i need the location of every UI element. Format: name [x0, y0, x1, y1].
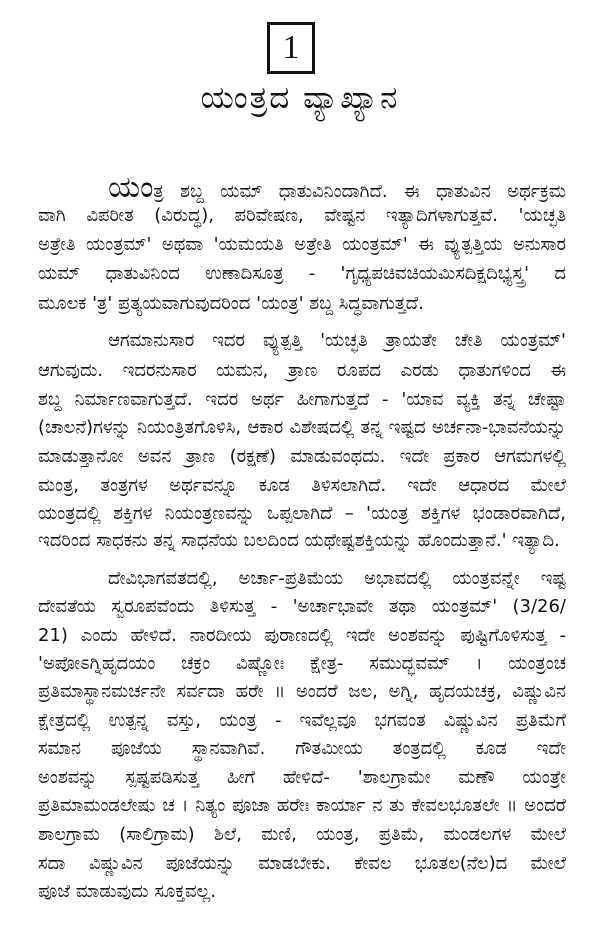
text-line: ಇದರಿಂದ ಸಾಧಕನು ತನ್ನ ಸಾಧನೆಯ ಬಲದಿಂದ ಯಥೇಷ್ಟಶಕ್ತಿಯನ್ನು ಹೊಂದುತ್ತಾನೆ.' ಇತ್ಯಾದಿ.: [38, 530, 560, 551]
text-line: ಸದಾ ವಿಷ್ಣುವಿನ ಪೂಜೆಯನ್ನು ಮಾಡಬೇಕು. ಕೇವಲ ಭೂತಲ(ನೆಲ)ದ ಮೇಲೆ: [38, 853, 566, 874]
text-line: ವಾಗಿ ವಿಪರೀತ (ವಿರುದ್ಧ), ಪರಿವೇಷಣ, ವೇಷ್ಟನ ಇತ್ಯಾದಿಗಳಾಗುತ್ತವೆ. 'ಯಚ್ಛತಿ: [38, 205, 566, 226]
text-line: ಮಂತ್ರ, ತಂತ್ರಗಳ ಅರ್ಥವನ್ನೂ ಕೂಡ ತಿಳಿಸಲಾಗಿದೆ. ಇದೇ ಆಧಾರದ ಮೇಲೆ: [38, 475, 566, 496]
text-line: ಶಬ್ದ ನಿರ್ಮಾಣವಾಗುತ್ತದೆ. ಇದರ ಅರ್ಥ ಹೀಗಾಗುತ್ತದೆ - 'ಯಾವ ವ್ಯಕ್ತಿ ತನ್ನ ಚೇಷ್ಟಾ: [38, 389, 566, 410]
text-line: ಪೂಜೆ ಮಾಡುವುದು ಸೂಕ್ತವಲ್ಲ.: [38, 881, 217, 902]
chapter-title: ಯಂತ್ರದ ವ್ಯಾಖ್ಯಾನ: [200, 80, 400, 116]
text-line: ಮೂಲಕ 'ತ್ರ' ಪ್ರತ್ಯಯವಾಗುವುದರಿಂದ 'ಯಂತ್ರ' ಶಬ್ದ ಸಿದ್ಧವಾಗುತ್ತದೆ.: [38, 293, 424, 314]
text-line: ಆಗುವುದು. ಇದರನುಸಾರ ಯಮನ, ತ್ರಾಣ ರೂಪದ ಎರಡು ಧಾತುಗಳಿಂದ ಈ: [38, 360, 566, 381]
text-line: ಅಂಶವನ್ನು ಸ್ಪಷ್ಟಪಡಿಸುತ್ತ ಹೀಗೆ ಹೇಳಿದೆ- 'ಶಾಲಗ್ರಾಮೇ ಮಣೌ ಯಂತ್ರೇ: [38, 767, 566, 788]
text-line: ಪ್ರತಿಮಾಸ್ಥಾನಮರ್ಚನೇ ಸರ್ವದಾ ಹರೇ ॥ ಅಂದರೆ ಜಲ, ಅಗ್ನಿ, ಹೃದಯಚಕ್ರ, ವಿಷ್ಣುವಿನ: [38, 681, 566, 702]
text-line: ದೇವತೆಯ ಸ್ವರೂಪವೆಂದು ತಿಳಿಸುತ್ತ - 'ಅರ್ಚಾಭಾವೇ ತಥಾ ಯಂತ್ರಮ್' (3/26/: [38, 596, 566, 617]
chapter-number: 1: [282, 29, 300, 66]
text-line: ಸಮಾನ ಪೂಜೆಯ ಸ್ಥಾನವಾಗಿವೆ. ಗೌತಮೀಯ ತಂತ್ರದಲ್ಲಿ ಕೂಡ ಇದೇ: [38, 738, 566, 759]
text-line: 21) ಎಂದು ಹೇಳಿದೆ. ನಾರದೀಯ ಪುರಾಣದಲ್ಲಿ ಇದೇ ಅಂಶವನ್ನು ಪುಷ್ಟಿಗೊಳಿಸುತ್ತ -: [38, 625, 566, 646]
text-line: ಅತ್ರೇತಿ ಯಂತ್ರಮ್' ಅಥವಾ 'ಯಮಯತಿ ಅತ್ರೇತಿ ಯಂತ್ರಮ್' ಈ ವ್ಯುತ್ಪತ್ತಿಯ ಅನುಸಾರ: [38, 234, 566, 255]
chapter-number-box: [267, 22, 315, 74]
text-line: ಯಮ್ ಧಾತುವಿನಿಂದ ಉಣಾದಿಸೂತ್ರ - 'ಗೃಧ್ಯಪಚಿವಚಿಯಮಿಸದಿಕ್ಷದಿಭ್ಯಸ್ತ್ರ' ದ: [38, 263, 566, 284]
text-line: ಪ್ರತಿಮಾಮಂಡಲೇಷು ಚ । ನಿತ್ಯಂ ಪೂಜಾ ಹರೇಃ ಕಾರ್ಯಾ ನ ತು ಕೇವಲಭೂತಲೇ ॥ ಅಂದರೆ: [38, 795, 566, 816]
text-line: 'ಅಪೋಽಗ್ನಿಹೃದಯಂ ಚಕ್ರಂ ವಿಷ್ಣೋಃ ಕ್ಷೇತ್ರ- ಸಮುದ್ಭವಮ್ । ಯಂತ್ರಂಚ: [38, 653, 566, 674]
text-line: ಯಂತ್ರ ಶಬ್ದ ಯಮ್ ಧಾತುವಿನಿಂದಾಗಿದೆ. ಈ ಧಾತುವಿನ ಅರ್ಥಕ್ರಮ: [108, 170, 566, 205]
text-line: (ಚಾಲನೆ)ಗಳನ್ನು ನಿಯಂತ್ರಿತಗೊಳಿಸಿ, ಆಕಾರ ವಿಶೇಷದಲ್ಲಿ ತನ್ನ ಇಷ್ಟದ ಅರ್ಚನಾ-ಭಾವನೆಯನ್ನು: [38, 417, 566, 438]
text-line: ಕ್ಷೇತ್ರದಲ್ಲಿ ಉತ್ಪನ್ನ ವಸ್ತು, ಯಂತ್ರ - ಇವೆಲ್ಲವೂ ಭಗವಂತ ವಿಷ್ಣುವಿನ ಪ್ರತಿಮೆಗೆ: [38, 710, 566, 731]
text-line: ಶಾಲಗ್ರಾಮ (ಸಾಲಿಗ್ರಾಮ) ಶಿಲೆ, ಮಣಿ, ಯಂತ್ರ, ಪ್ರತಿಮೆ, ಮಂಡಲಗಳ ಮೇಲೆ: [38, 824, 566, 845]
drop-word: ಯಂ: [108, 170, 154, 205]
text-line: ಮಾಡುತ್ತಾನೋ ಅವನ ತ್ರಾಣ (ರಕ್ಷಣೆ) ಮಾಡುವಂಥದು. ಇದೇ ಪ್ರಕಾರ ಆಗಮಗಳಲ್ಲಿ: [38, 446, 566, 467]
text-line: ಯಂತ್ರದಲ್ಲಿ ಶಕ್ತಿಗಳ ನಿಯಂತ್ರಣವನ್ನು ಒಪ್ಪಲಾಗಿದೆ – 'ಯಂತ್ರ ಶಕ್ತಿಗಳ ಭಂಡಾರವಾಗಿದೆ,: [38, 503, 566, 524]
text-line: ದೇವಿಭಾಗವತದಲ್ಲಿ, ಅರ್ಚಾ-ಪ್ರತಿಮೆಯ ಅಭಾವದಲ್ಲಿ ಯಂತ್ರವನ್ನೇ ಇಷ್ಟ: [108, 568, 566, 589]
text-line: ಆಗಮಾನುಸಾರ ಇದರ ವ್ಯುತ್ಪತ್ತಿ 'ಯಚ್ಛತಿ ತ್ರಾಯತೇ ಚೇತಿ ಯಂತ್ರಮ್': [108, 330, 566, 351]
